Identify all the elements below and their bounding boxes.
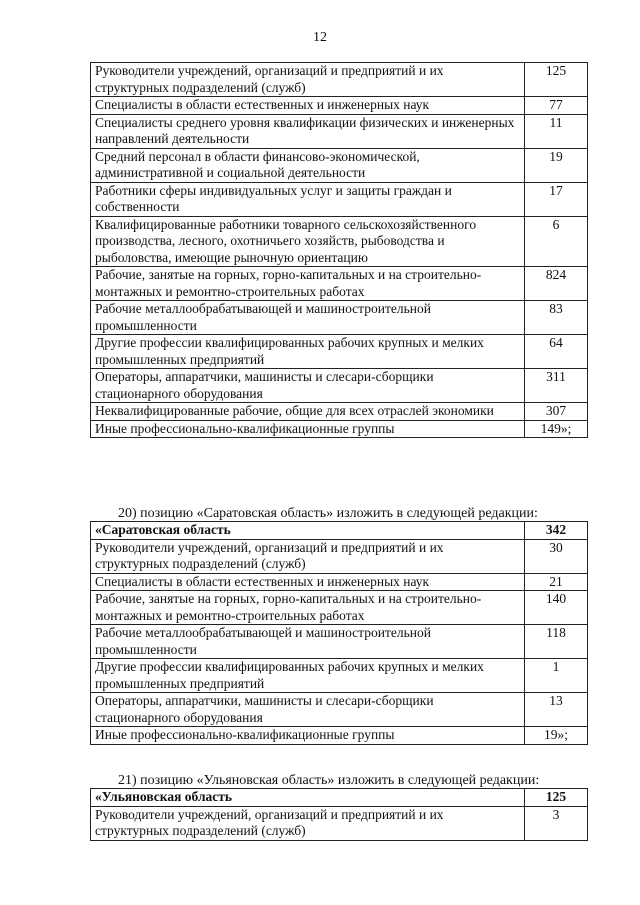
table-row [91,659,588,693]
paragraph-20: 20) позицию «Саратовская область» изложить в следующей редакции: [118,506,538,521]
table-row [91,591,588,625]
table-header-row [91,789,588,807]
table-ulyanovsk [90,788,588,841]
row-label: Руководители учреждений, организаций и предприятий и их структурных подразделений (служб) [91,63,525,97]
row-value: 11 [525,114,588,148]
row-value: 30 [525,539,588,573]
row-value: 21 [525,573,588,591]
table-row [91,693,588,727]
row-label: Иные профессионально-квалификационные группы [91,420,525,438]
row-label: Специалисты в области естественных и инженерных наук [91,573,525,591]
row-value: 149»; [525,420,588,438]
table-body [91,522,588,745]
table-row [91,335,588,369]
table-row [91,301,588,335]
table-row [91,369,588,403]
table-row [91,216,588,267]
row-value: 64 [525,335,588,369]
row-value: 17 [525,182,588,216]
table-row [91,148,588,182]
row-value: 125 [525,63,588,97]
table-row [91,63,588,97]
row-value: 83 [525,301,588,335]
table-row [91,573,588,591]
row-value: 1 [525,659,588,693]
row-value: 140 [525,591,588,625]
table-row [91,114,588,148]
table-row [91,267,588,301]
row-label: Другие профессии квалифицированных рабочих крупных и мелких промышленных предприятий [91,659,525,693]
row-label: Рабочие металлообрабатывающей и машиностроительной промышленности [91,301,525,335]
row-label: Руководители учреждений, организаций и предприятий и их структурных подразделений (служб) [91,539,525,573]
row-label: Средний персонал в области финансово-экономической, административной и социальной деятельности [91,148,525,182]
table-row [91,539,588,573]
region-name: «Саратовская область [91,522,525,540]
table-header-row [91,522,588,540]
table-row [91,727,588,745]
row-label: Рабочие металлообрабатывающей и машиностроительной промышленности [91,625,525,659]
row-value: 307 [525,403,588,421]
row-label: Рабочие, занятые на горных, горно-капитальных и на строительно-монтажных и ремонтно-строительных работах [91,591,525,625]
page-number: 12 [313,30,327,45]
row-label: Специалисты среднего уровня квалификации физических и инженерных направлений деятельности [91,114,525,148]
table-row [91,806,588,840]
table-row [91,182,588,216]
row-label: Специалисты в области естественных и инженерных наук [91,97,525,115]
row-label: Рабочие, занятые на горных, горно-капитальных и на строительно-монтажных и ремонтно-строительных работах [91,267,525,301]
table-body [91,63,588,438]
row-value: 311 [525,369,588,403]
table-row [91,403,588,421]
row-label: Операторы, аппаратчики, машинисты и слесари-сборщики стационарного оборудования [91,369,525,403]
row-value: 6 [525,216,588,267]
table-row [91,420,588,438]
row-value: 3 [525,806,588,840]
table-saratov [90,521,588,745]
table-row [91,97,588,115]
table-body [91,789,588,841]
row-label: Операторы, аппаратчики, машинисты и слесари-сборщики стационарного оборудования [91,693,525,727]
region-total: 125 [525,789,588,807]
row-label: Другие профессии квалифицированных рабочих крупных и мелких промышленных предприятий [91,335,525,369]
table-row [91,625,588,659]
paragraph-21: 21) позицию «Ульяновская область» изложить в следующей редакции: [118,773,540,788]
table-occupations-1 [90,62,588,438]
row-value: 19»; [525,727,588,745]
row-label: Неквалифицированные рабочие, общие для всех отраслей экономики [91,403,525,421]
row-label: Руководители учреждений, организаций и предприятий и их структурных подразделений (служб) [91,806,525,840]
row-label: Иные профессионально-квалификационные группы [91,727,525,745]
row-value: 77 [525,97,588,115]
region-name: «Ульяновская область [91,789,525,807]
row-value: 118 [525,625,588,659]
row-label: Работники сферы индивидуальных услуг и защиты граждан и собственности [91,182,525,216]
region-total: 342 [525,522,588,540]
row-value: 824 [525,267,588,301]
row-value: 19 [525,148,588,182]
row-label: Квалифицированные работники товарного сельскохозяйственного производства, лесного, охотничьего хозяйств, рыбоводства и рыболовства, имеющие рыночную ориентацию [91,216,525,267]
row-value: 13 [525,693,588,727]
